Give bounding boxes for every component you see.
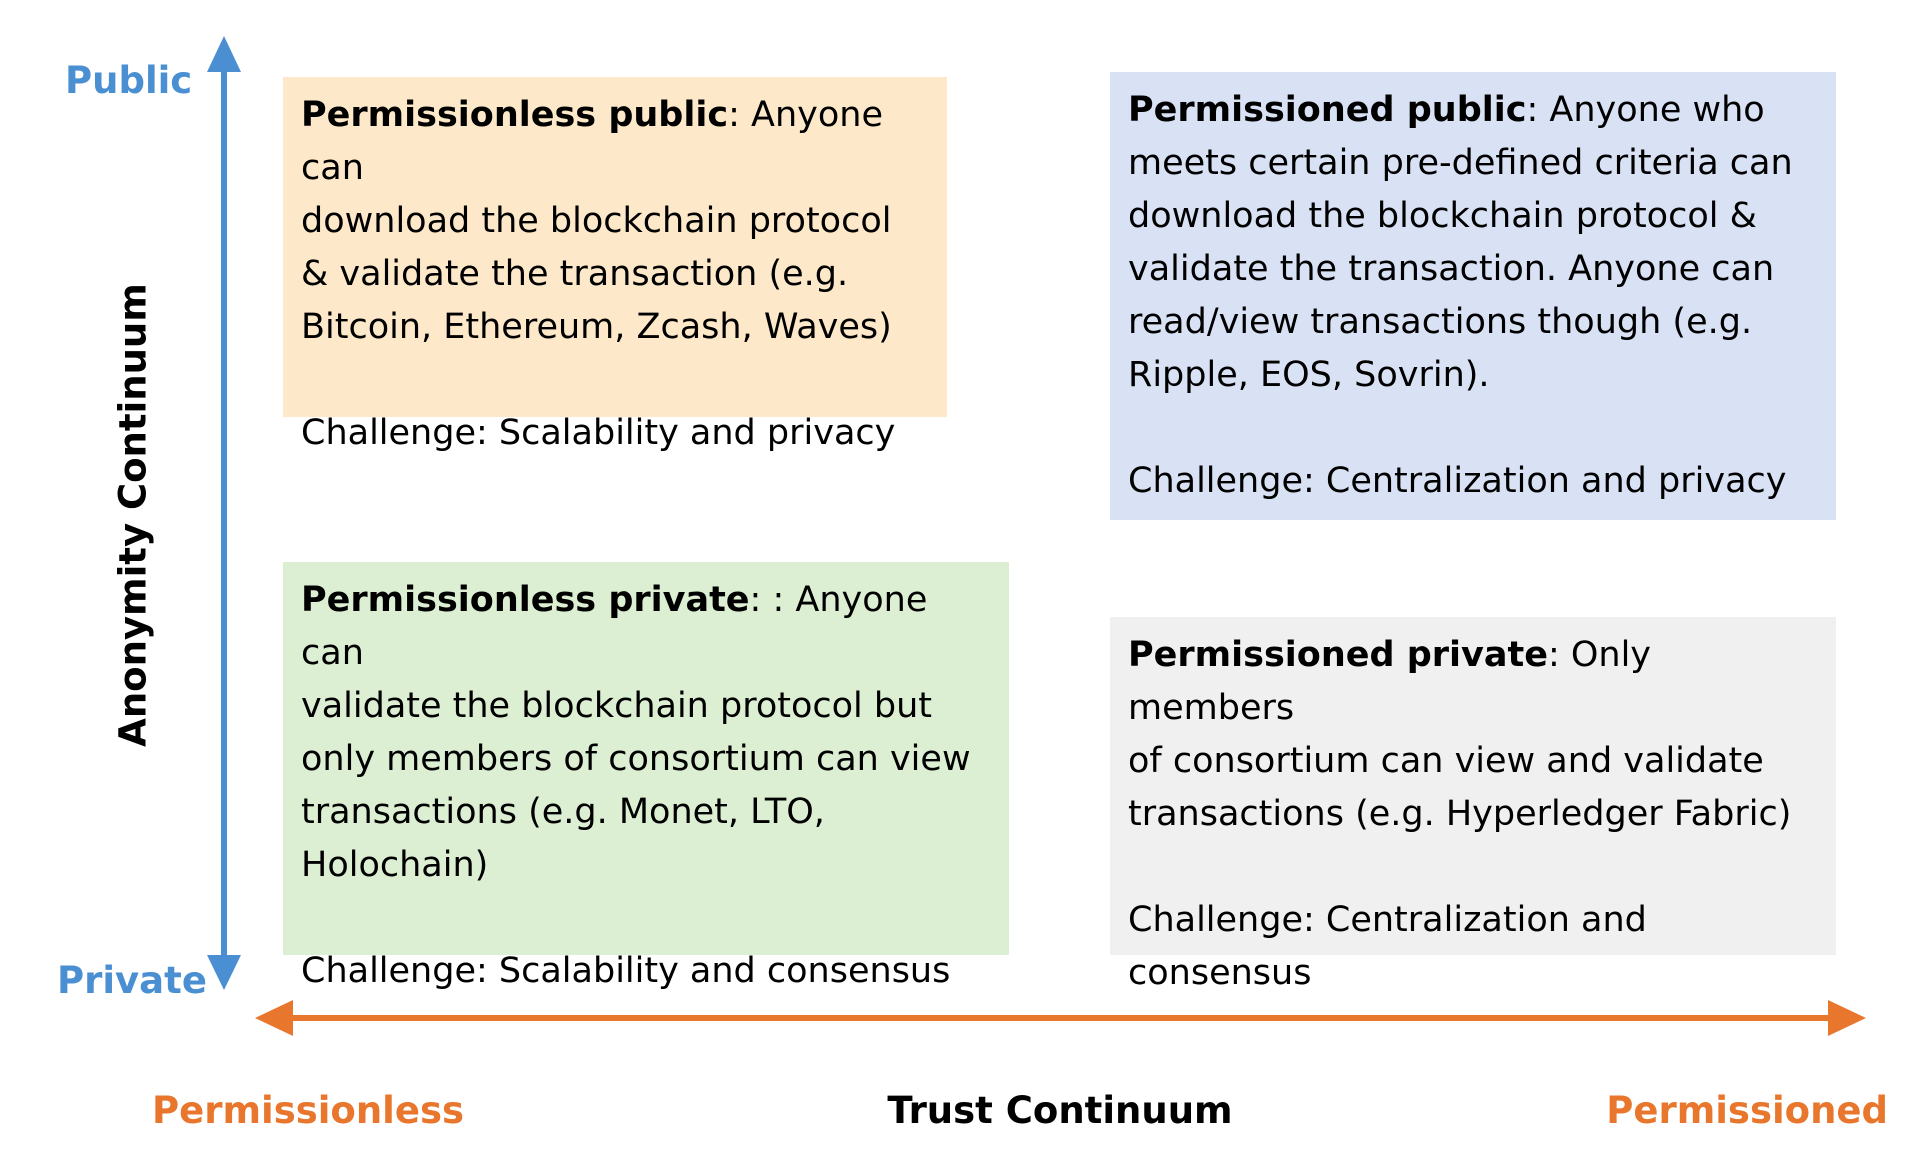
quadrant-line: meets certain pre-defined criteria can [1128,143,1793,183]
quadrant-line: Ripple, EOS, Sovrin). [1128,355,1490,395]
quadrant-line: transactions (e.g. Monet, LTO, [301,792,825,832]
quadrant-line: read/view transactions though (e.g. [1128,302,1753,342]
quadrant-line: of consortium can view and validate [1128,741,1764,781]
quadrant-line: Bitcoin, Ethereum, Zcash, Waves) [301,307,892,347]
quadrant-challenge: Challenge: Scalability and consensus [301,951,951,991]
quadrant-line: validate the blockchain protocol but [301,686,933,726]
horizontal-axis-arrow [255,1000,1866,1036]
quadrant-title: Permissionless public [301,95,729,135]
quadrant-line: download the blockchain protocol & [1128,196,1757,236]
quadrant-line: & validate the transaction (e.g. [301,254,849,294]
vertical-axis-arrow [207,36,241,990]
quadrant-challenge: Challenge: Centralization and [1128,900,1647,940]
quadrant-line: Holochain) [301,845,489,885]
quadrant-challenge: Challenge: Scalability and privacy [301,413,896,453]
permissionless-label: Permissionless [152,1089,465,1132]
quadrant-title: Permissionless private [301,580,750,620]
quadrant-permissioned-public [1110,72,1836,520]
quadrant-permissionless-public [283,77,947,453]
quadrant-title: Permissioned private [1128,635,1548,675]
quadrant-line: download the blockchain protocol [301,201,892,241]
quadrant-challenge: consensus [1128,953,1312,993]
quadrant-line: Permissioned private: Only members [1128,635,1652,728]
quadrant-line: validate the transaction. Anyone can [1128,249,1775,289]
quadrant-challenge: Challenge: Centralization and privacy [1128,461,1787,501]
quadrant-line: Permissioned public: Anyone who [1128,90,1765,130]
quadrant-permissioned-private [1110,617,1836,993]
quadrant-line: only members of consortium can view [301,739,971,779]
quadrant-line: Permissionless public: Anyone can [301,95,883,188]
quadrant-line: transactions (e.g. Hyperledger Fabric) [1128,794,1792,834]
anonymity-continuum-label: Anonymity Continuum [111,283,155,747]
public-label: Public [65,59,193,102]
quadrant-line: Permissionless private: : Anyone can [301,580,928,673]
quadrant-permissionless-private [283,562,1009,991]
quadrant-title: Permissioned public [1128,90,1527,130]
trust-continuum-label: Trust Continuum [887,1089,1233,1132]
permissioned-label: Permissioned [1606,1089,1888,1132]
private-label: Private [57,959,207,1002]
